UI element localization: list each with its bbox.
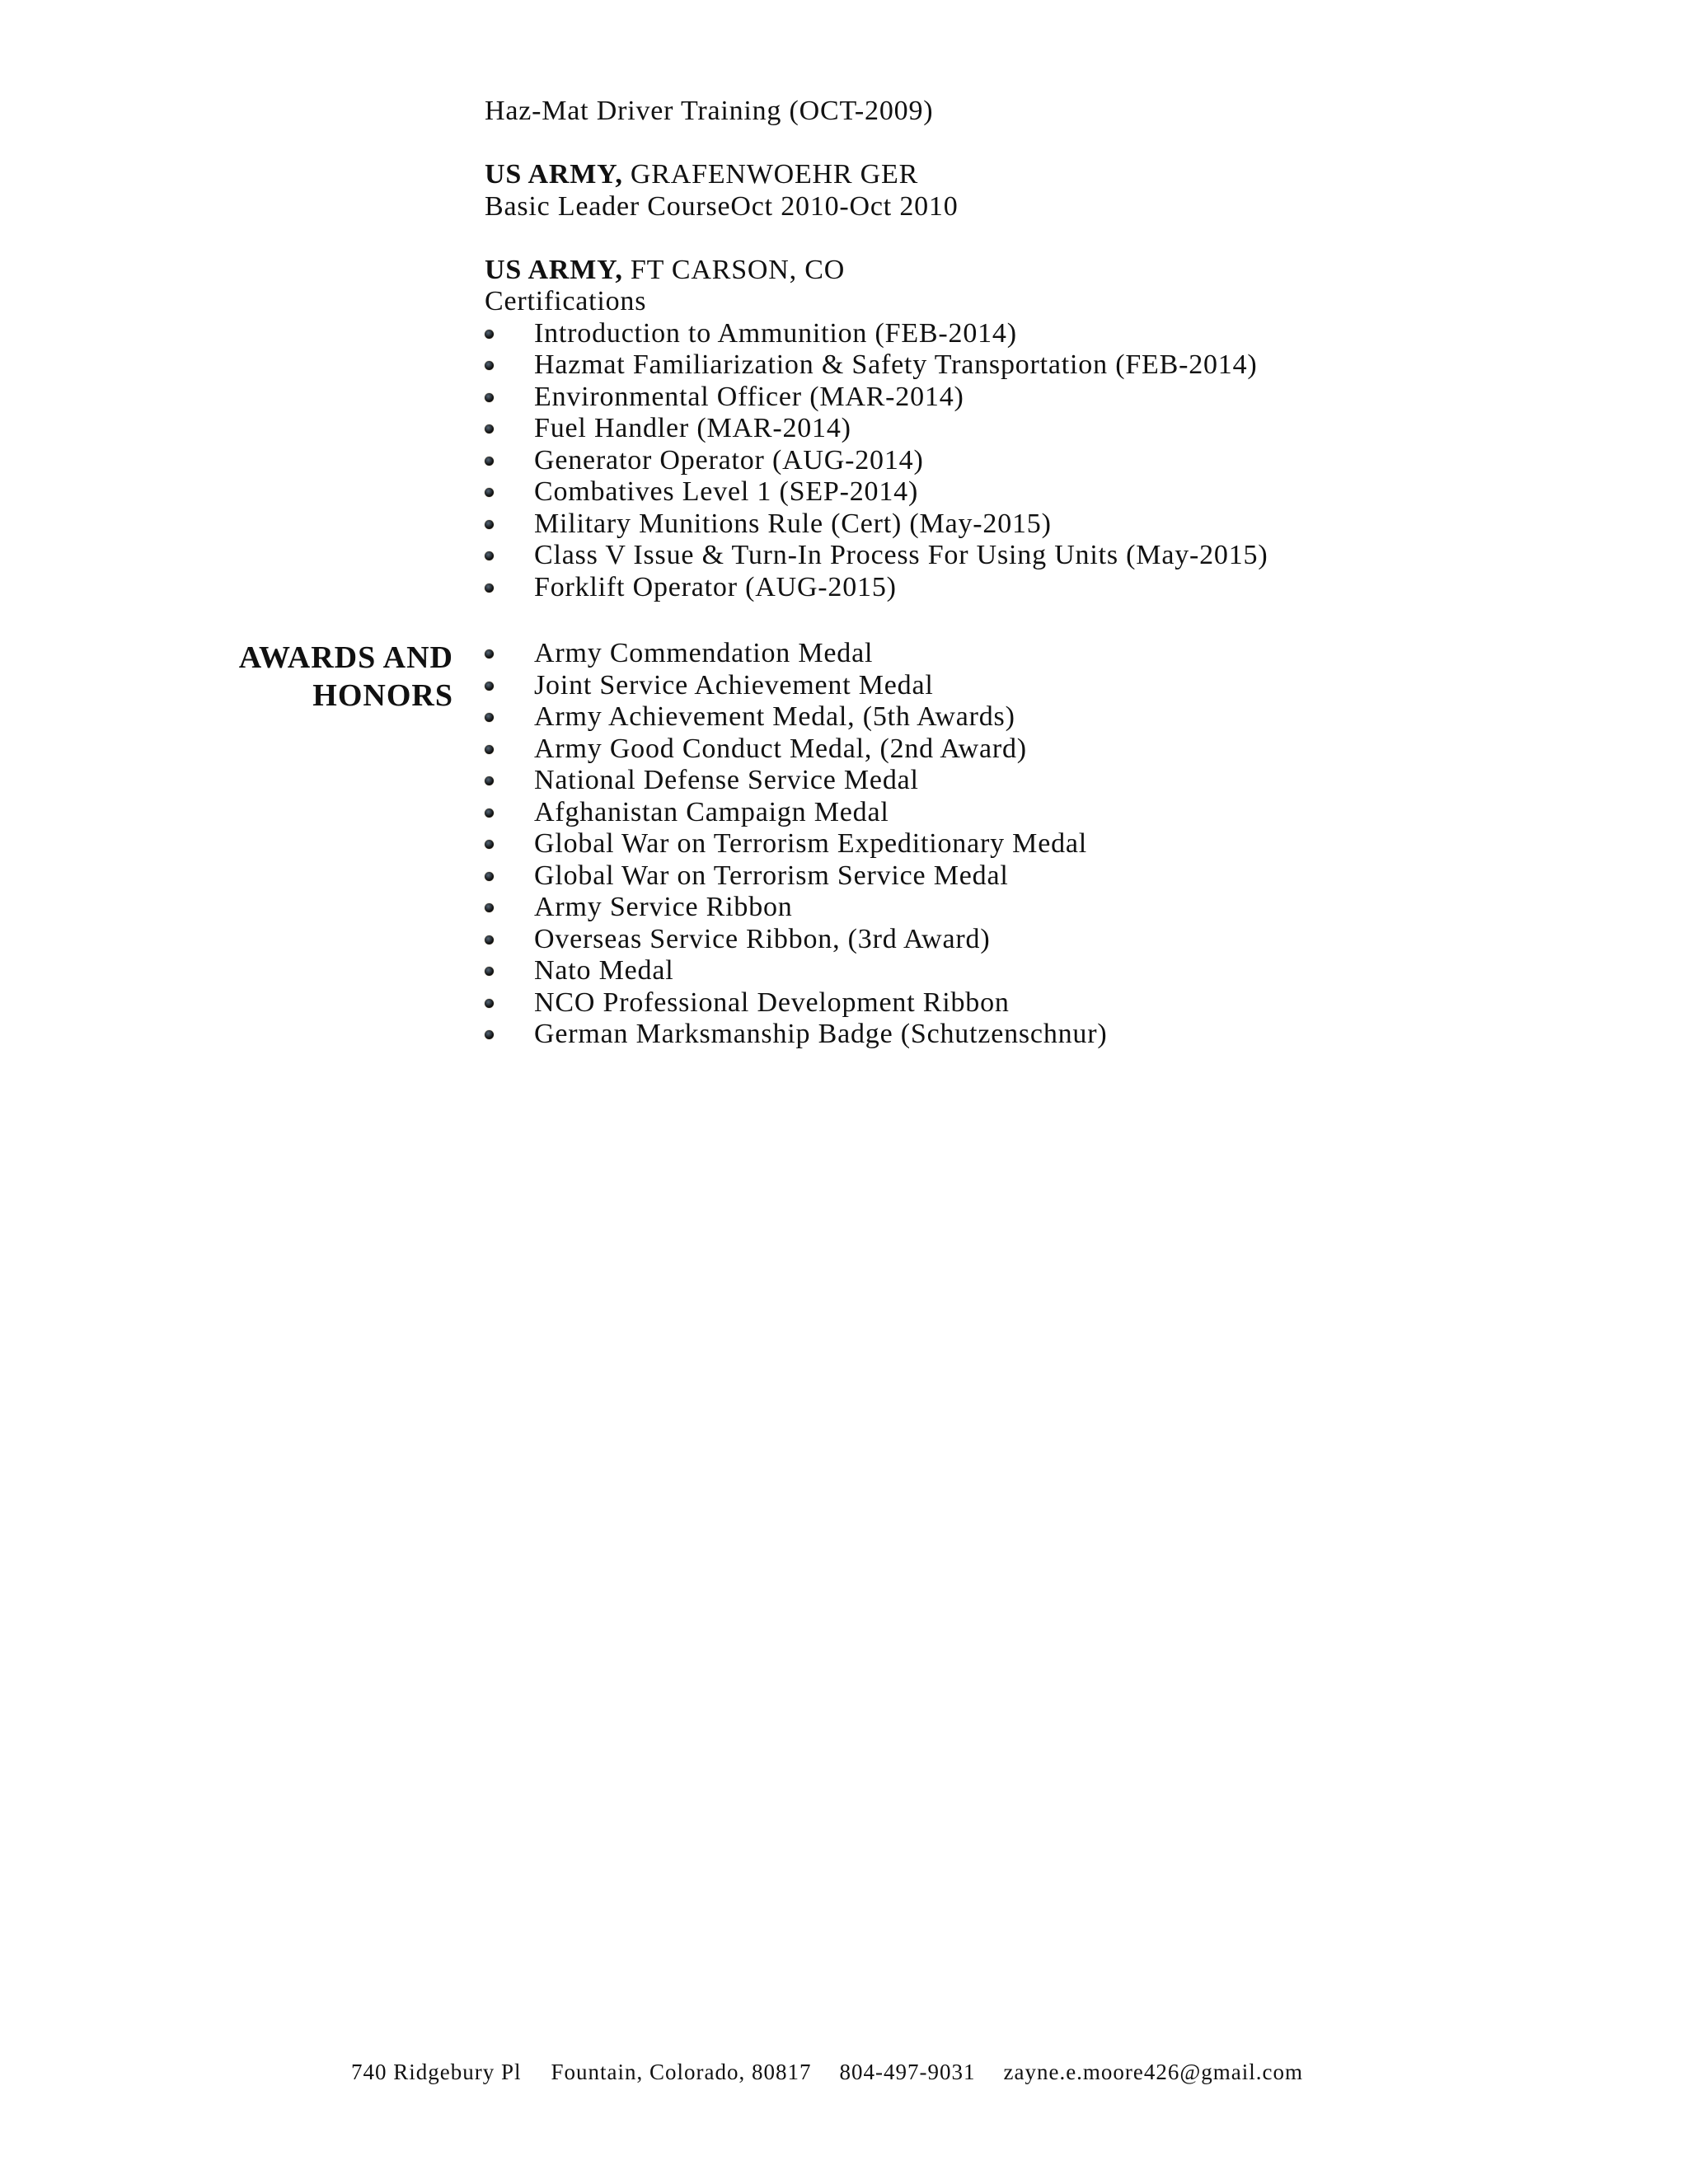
bullet-icon (485, 361, 494, 370)
certification-text: Generator Operator (AUG-2014) (534, 444, 924, 476)
list-item (485, 892, 1107, 924)
list-item (485, 701, 1107, 733)
bullet-icon (485, 583, 494, 593)
footer-city: Fountain, Colorado, 80817 (551, 2060, 812, 2084)
bullet-icon (485, 840, 494, 849)
training-item: Haz-Mat Driver Training (OCT-2009) (485, 96, 934, 126)
employer-name: US ARMY, (485, 254, 623, 285)
footer-email: zayne.e.moore426@gmail.com (1003, 2060, 1303, 2084)
list-item (485, 670, 1107, 702)
bullet-icon (485, 682, 494, 691)
employer-location: GRAFENWOEHR GER (622, 159, 919, 190)
employer-name: US ARMY, (485, 159, 623, 190)
bullet-icon (485, 967, 494, 976)
bullet-icon (485, 872, 494, 881)
employer-line (485, 159, 1474, 191)
list-item (485, 413, 1474, 445)
bullet-icon (485, 649, 494, 658)
list-item (485, 987, 1107, 1019)
list-item (485, 733, 1107, 766)
award-text: Nato Medal (534, 955, 674, 986)
list-item (485, 924, 1107, 956)
list-item (485, 349, 1474, 382)
spacer (485, 128, 1474, 160)
awards-section (485, 638, 1107, 1051)
award-text: Army Service Ribbon (534, 892, 793, 922)
bullet-icon (485, 424, 494, 434)
certifications-list (485, 318, 1474, 604)
contact-footer (351, 2060, 1303, 2085)
award-text: Afghanistan Campaign Medal (534, 796, 889, 827)
bullet-icon (485, 903, 494, 912)
awards-heading-line2: HONORS (312, 678, 453, 713)
course-detail: Basic Leader CourseOct 2010-Oct 2010 (485, 190, 959, 222)
award-text: Army Good Conduct Medal, (2nd Award) (534, 733, 1027, 764)
award-text: Joint Service Achievement Medal (534, 669, 934, 701)
employer-line (485, 255, 1474, 287)
certification-text: Introduction to Ammunition (FEB-2014) (534, 317, 1017, 349)
award-text: German Marksmanship Badge (Schutzenschnur) (534, 1019, 1108, 1049)
certifications-subheading: Certifications (485, 286, 647, 316)
certification-text: Fuel Handler (MAR-2014) (534, 413, 851, 443)
award-text: NCO Professional Development Ribbon (534, 987, 1010, 1018)
list-item (485, 828, 1107, 860)
bullet-icon (485, 1030, 494, 1039)
list-item (485, 797, 1107, 829)
awards-heading (239, 639, 453, 715)
bullet-icon (485, 393, 494, 402)
certification-text: Forklift Operator (AUG-2015) (534, 571, 897, 602)
list-item (485, 638, 1107, 670)
list-item (485, 572, 1474, 604)
awards-list (485, 638, 1107, 1051)
award-text: Army Achievement Medal, (5th Awards) (534, 701, 1015, 732)
bullet-icon (485, 713, 494, 722)
certification-text: Hazmat Familiarization & Safety Transportation (FEB-2014) (534, 349, 1258, 380)
education-section (485, 96, 1474, 603)
spacer (485, 223, 1474, 255)
footer-address: 740 Ridgebury Pl (351, 2060, 522, 2084)
bullet-icon (485, 808, 494, 818)
footer-phone: 804-497-9031 (839, 2060, 976, 2084)
award-text: Overseas Service Ribbon, (3rd Award) (534, 923, 991, 954)
award-text: Global War on Terrorism Service Medal (534, 860, 1009, 891)
list-item (485, 540, 1474, 572)
certification-text: Combatives Level 1 (SEP-2014) (534, 476, 919, 507)
bullet-icon (485, 776, 494, 785)
list-item (485, 445, 1474, 477)
list-item (485, 1019, 1107, 1051)
bullet-icon (485, 551, 494, 560)
bullet-icon (485, 488, 494, 497)
list-item (485, 476, 1474, 509)
list-item (485, 318, 1474, 350)
award-text: Global War on Terrorism Expeditionary Medal (534, 828, 1088, 859)
awards-heading-line1: AWARDS AND (238, 640, 453, 675)
list-item (485, 509, 1474, 541)
employer-location: FT CARSON, CO (622, 254, 846, 285)
award-text: Army Commendation Medal (534, 638, 874, 668)
bullet-icon (485, 330, 494, 339)
certification-text: Environmental Officer (MAR-2014) (534, 381, 964, 412)
certification-text: Class V Issue & Turn-In Process For Using Units (May-2015) (534, 540, 1268, 570)
bullet-icon (485, 999, 494, 1008)
list-item (485, 765, 1107, 797)
certification-text: Military Munitions Rule (Cert) (May-2015) (534, 508, 1052, 539)
award-text: National Defense Service Medal (534, 765, 919, 795)
list-item (485, 382, 1474, 414)
bullet-icon (485, 520, 494, 529)
bullet-icon (485, 935, 494, 944)
list-item (485, 860, 1107, 893)
bullet-icon (485, 457, 494, 466)
list-item (485, 955, 1107, 987)
bullet-icon (485, 745, 494, 754)
